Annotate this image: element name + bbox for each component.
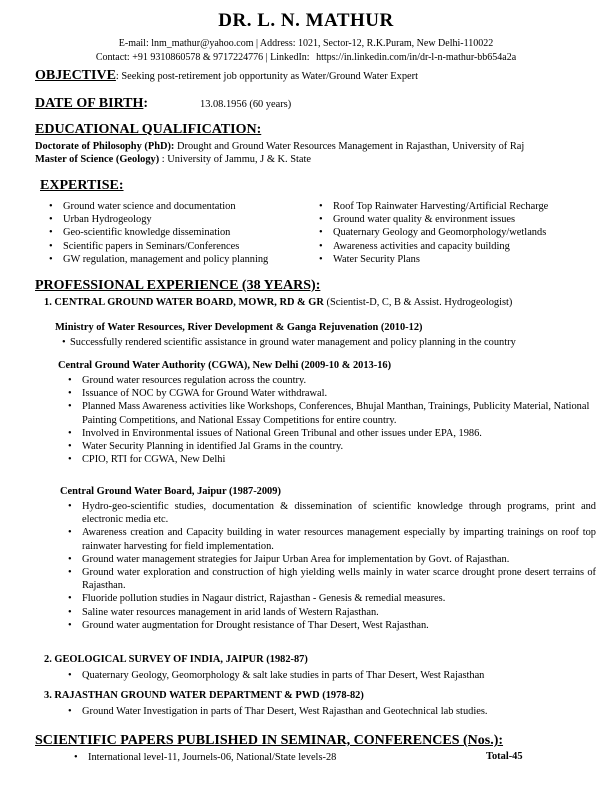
expertise-item: • GW regulation, management and policy planning [47,253,268,266]
cgwa-item: • Involved in Environmental issues of National Green Tribunal and other issues under EPA, 1986. [66,427,596,440]
gsi-item: • Quaternary Geology, Geomorphology & salt lake studies in parts of Thar Desert, West Rajasthan [66,669,484,682]
expertise-item: • Geo-scientific knowledge dissemination [47,226,268,239]
cgwb-title: Central Ground Water Board, Jaipur (1987-2009) [60,486,281,497]
cgwa-item: • Issuance of NOC by CGWA for Ground Water withdrawal. [66,387,596,400]
education-msc-detail: : University of Jammu, J & K. State [159,154,311,165]
expertise-list-left [47,200,268,266]
expertise-item: • Urban Hydrogeology [47,213,268,226]
cgwb-item: • Fluoride pollution studies in Nagaur district, Rajasthan - Genesis & remedial measures. [66,592,596,605]
education-phd-degree: Doctorate of Philosophy (PhD): [35,141,175,152]
expertise-item: • Water Security Plans [317,253,548,266]
cgwb-item: • Hydro-geo-scientific studies, documentation & dissemination of scientific knowledge through programs, print and electronic media etc. [66,500,596,526]
dob-value: 13.08.1956 (60 years) [200,99,292,110]
dob-row [35,94,148,112]
ministry-item: • Successfully rendered scientific assistance in ground water management and policy planning in the country [60,336,516,349]
contact-email-address: E-mail: lnm_mathur@yahoo.com | Address: 1021, Sector-12, R.K.Puram, New Delhi-110022 [118,38,494,49]
expertise-item: • Roof Top Rainwater Harvesting/Artificial Recharge [317,200,548,213]
ministry-title: Ministry of Water Resources, River Development & Ganga Rejuvenation (2010-12) [55,322,423,333]
cgwb-item: • Ground water management strategies for Jaipur Urban Area for implementation by Govt. of Rajasthan. [66,553,596,566]
cgwa-list [66,374,596,466]
cgwb-item: • Ground water exploration and construction of high yielding wells mainly in water scarce drought prone desert terrains of Rajasthan. [66,566,596,592]
org1-title: 1. CENTRAL GROUND WATER BOARD, MOWR, RD & GR [44,297,324,308]
linkedin-link[interactable]: https://in.linkedin.com/in/dr-l-n-mathur-bb654a2a [316,52,517,63]
expertise-item: • Ground water science and documentation [47,200,268,213]
objective-text: : Seeking post-retirement job opportunity as Water/Ground Water Expert [115,71,419,82]
expertise-heading: EXPERTISE: [40,178,124,193]
cgwa-item: • CPIO, RTI for CGWA, New Delhi [66,453,596,466]
papers-item: • International level-11, Journels-06, National/State levels-28 [72,751,336,764]
education-msc-degree: Master of Science (Geology) [35,154,160,165]
rgwd-title: 3. RAJASTHAN GROUND WATER DEPARTMENT & PWD (1978-82) [44,690,364,701]
cgwa-title: Central Ground Water Authority (CGWA), New Delhi (2009-10 & 2013-16) [58,360,392,371]
contact-phone-linkedin [0,52,612,63]
cgwb-item: • Awareness creation and Capacity building in water resources management especially by imparting trainings on roof top rainwater harvesting for field implementation. [66,526,596,552]
education-phd [35,141,524,152]
cgwb-list [66,500,596,632]
papers-total: Total-45 [486,751,523,762]
expertise-item: • Ground water quality & environment issues [317,213,548,226]
cgwa-item: • Ground water resources regulation across the country. [66,374,596,387]
cgwb-item: • Ground water augmentation for Drought resistance of Thar Desert, West Rajasthan. [66,619,596,632]
dob-colon: : [143,96,149,111]
gsi-list [66,669,484,682]
expertise-item: • Quaternary Geology and Geomorphology/wetlands [317,226,548,239]
ministry-list [60,336,516,349]
papers-list [72,751,336,764]
dob-heading: DATE OF BIRTH [35,96,144,111]
education-phd-detail: Drought and Ground Water Resources Management in Rajasthan, University of Raj [174,141,525,152]
objective-heading: OBJECTIVE [35,68,116,83]
education-heading: EDUCATIONAL QUALIFICATION: [35,122,262,137]
cgwa-item: • Water Security Planning in identified Jal Grams in the country. [66,440,596,453]
expertise-item: • Awareness activities and capacity building [317,240,548,253]
org1-heading [44,297,512,308]
org1-role: (Scientist-D, C, B & Assist. Hydrogeologist) [323,297,513,308]
expertise-list-right [317,200,548,266]
rgwd-list [66,705,487,718]
objective-row [35,66,418,84]
rgwd-item: • Ground Water Investigation in parts of Thar Desert, West Rajasthan and Geotechnical lab studies. [66,705,487,718]
papers-heading: SCIENTIFIC PAPERS PUBLISHED IN SEMINAR, CONFERENCES (Nos.): [35,733,504,748]
contact-phone: Contact: +91 9310860578 & 9717224776 | LinkedIn: [95,52,310,63]
cgwa-item: • Planned Mass Awareness activities like Workshops, Conferences, Bhujal Manthan, Trainings, Publicity Material, National Painting Competitions, and National Essay Competitions for entire country. [66,400,596,426]
education-msc [35,154,311,165]
gsi-title: 2. GEOLOGICAL SURVEY OF INDIA, JAIPUR (1982-87) [44,654,308,665]
candidate-name: DR. L. N. MATHUR [218,10,394,31]
cgwb-item: • Saline water resources management in arid lands of Western Rajasthan. [66,606,596,619]
expertise-item: • Scientific papers in Seminars/Conferences [47,240,268,253]
experience-heading: PROFESSIONAL EXPERIENCE (38 YEARS): [35,278,321,293]
